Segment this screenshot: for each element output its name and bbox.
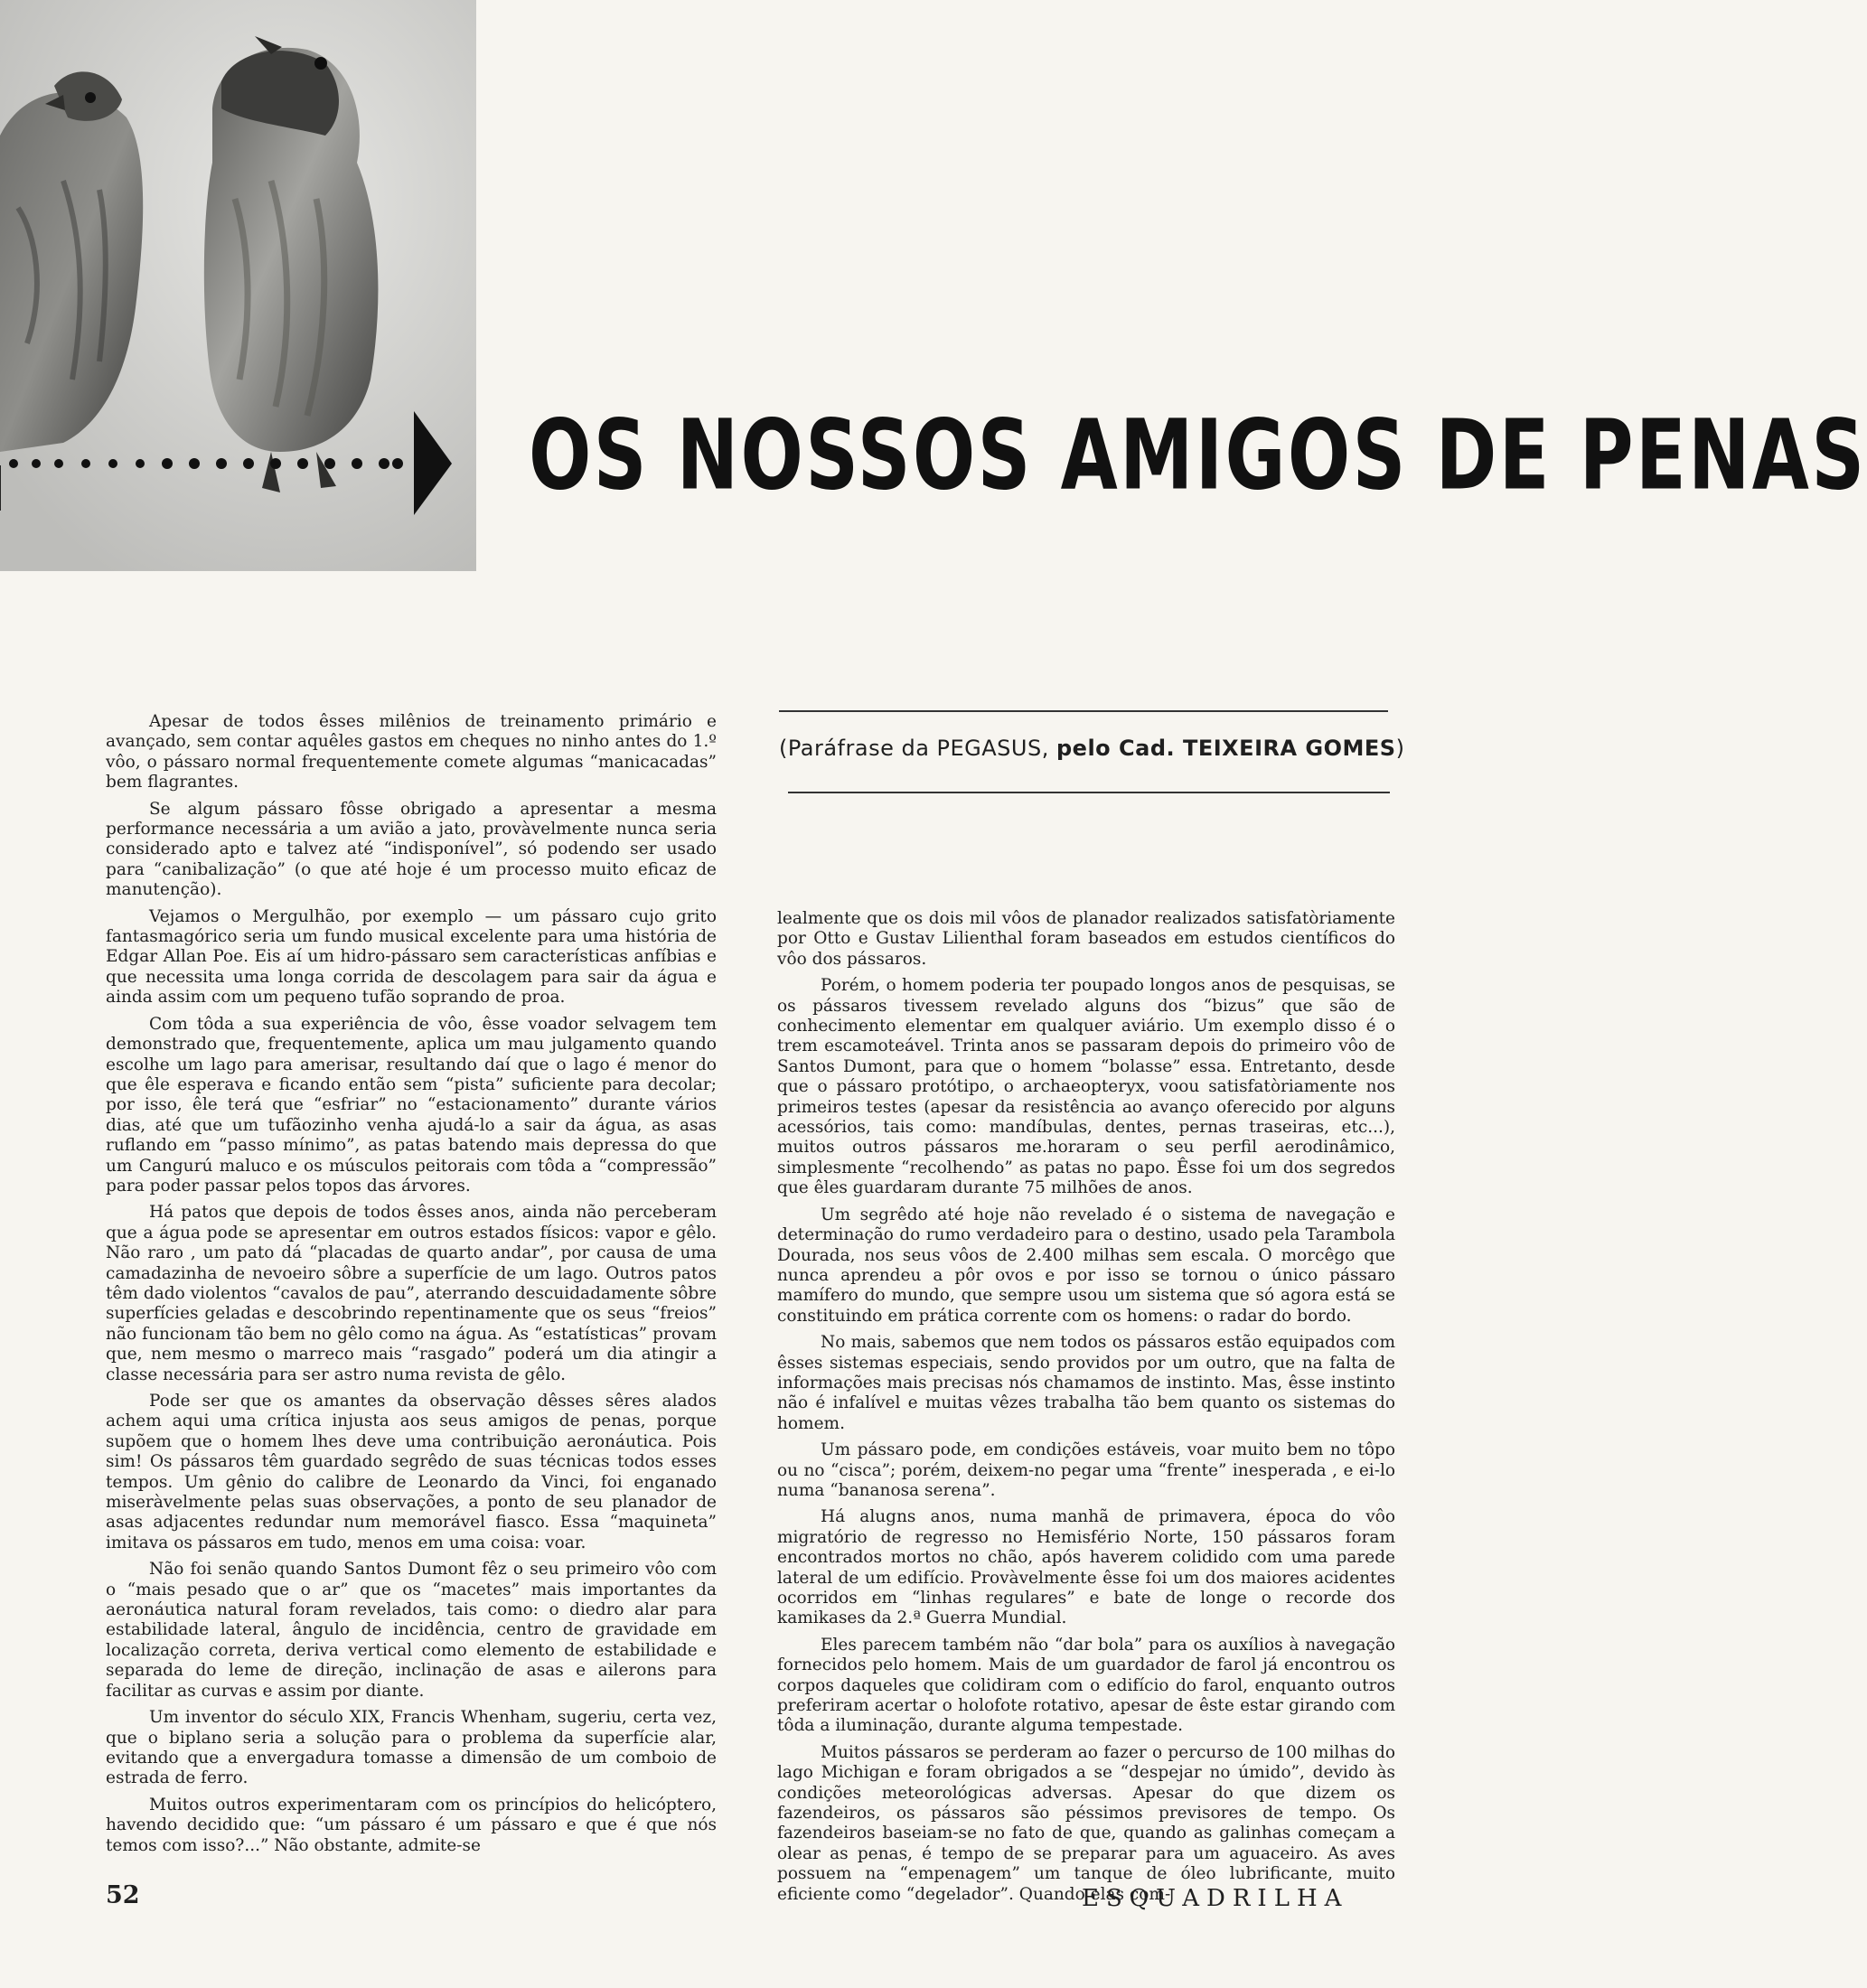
paragraph: Muitos pássaros se perderam ao fazer o percurso de 100 milhas do lago Michigan e foram obrigados a se “despejar no úmido”, devido às condições meteorológicas adversas. Apesar do que dizem os fazendeiros, os pássaros são péssimos previsores de tempo. Os fazendeiros baseiam-se no fato de que, quando as galinhas começam a olear as penas, é tempo de se preparar para um aguaceiro. As aves possuem na “empenagem” um tanque de óleo lubrificante, muito eficiente como “degelador”. Quando elas com- <box>777 1742 1395 1904</box>
paragraph: Com tôda a sua experiência de vôo, êsse voador selvagem tem demonstrado que, frequentemente, aplica um mau julgamento quando escolhe um lago para amerisar, resultando daí que o lago é menor do que êle esperava e ficando então sem “pista” suficiente para decolar; por isso, êle terá que “esfriar” no “estacionamento” durante vários dias, até que um tufãozinho venha ajudá-lo a sair da água, as asas ruflando em “passo mínimo”, as patas batendo mais depressa do que um Cangurú maluco e os músculos peitorais com tôda a “compressão” para poder passar pelos topos das árvores. <box>106 1014 717 1196</box>
byline-suffix: ) <box>1395 736 1405 761</box>
text-column-left <box>106 712 717 1862</box>
paragraph: Muitos outros experimentaram com os princípios do helicóptero, havendo decidido que: “um pássaro é um pássaro e que é que nós temos com isso?...” Não obstante, admite-se <box>106 1795 717 1855</box>
paragraph: Há patos que depois de todos êsses anos, ainda não perceberam que a água pode se apresentar em outros estados físicos: vapor e gêlo. Não raro , um pato dá “placadas de quarto andar”, por causa de uma camadazinha de nevoeiro sôbre a superfície de um lago. Outros patos têm dado violentos “cavalos de pau”, aterrando descuidadamente sôbre superfícies geladas e descobrindo repentinamente que os seus “freios” não funcionam tão bem no gêlo como na água. As “estatísticas” provam que, nem mesmo o marreco mais “rasgado” poderá um dia atingir a classe necessária para ser astro numa revista de gêlo. <box>106 1203 717 1384</box>
paragraph: Um pássaro pode, em condições estáveis, voar muito bem no tôpo ou no “cisca”; porém, deixem-no pegar uma “frente” inesperada , e ei-lo numa “bananosa serena”. <box>777 1440 1395 1500</box>
paragraph: Se algum pássaro fôsse obrigado a apresentar a mesma performance necessária a um avião a jato, provàvelmente nunca seria considerado apto e talvez até “indisponível”, só podendo ser usado para “canibalização” (o que até hoje é um processo muito eficaz de manutenção). <box>106 799 717 900</box>
paragraph: Pode ser que os amantes da observação dêsses sêres alados achem aqui uma crítica injusta aos seus amigos de penas, porque supõem que o homem lhes deve uma contribuição aeronáutica. Pois sim! Os pássaros têm guardado segrêdo de suas técnicas todos esses tempos. Um gênio do calibre de Leonardo da Vinci, foi enganado miseràvelmente pelas suas observações, a ponto de seu planador de asas adjacentes redundar num memorável fiasco. Essa “maquineta” imitava os pássaros em tudo, menos em uma coisa: voar. <box>106 1392 717 1552</box>
paragraph: Um inventor do século XIX, Francis Whenham, sugeriu, certa vez, que o biplano seria a solução para o problema da superfície alar, evitando que a envergadura tomasse a dimensão de um comboio de estrada de ferro. <box>106 1708 717 1788</box>
byline <box>779 736 1403 761</box>
paragraph: No mais, sabemos que nem todos os pássaros estão equipados com êsses sistemas especiais, sendo providos por um outro, que na falta de informações mais precisas nós chamamos de instinto. Mas, êsse instinto não é infalível e muitas vêzes trabalha tão bem quanto os sistemas do homem. <box>777 1333 1395 1433</box>
article-title: OS NOSSOS AMIGOS DE PENAS <box>529 399 1867 512</box>
paragraph: lealmente que os dois mil vôos de planador realizados satisfatòriamente por Otto e Gustav Lilienthal foram baseados em estudos científicos do vôo dos pássaros. <box>777 909 1395 969</box>
falcon-chicks-photo <box>0 0 476 571</box>
paragraph: Porém, o homem poderia ter poupado longos anos de pesquisas, se os pássaros tivessem revelado alguns dos “bizus” que são de conhecimento elementar em qualquer aviário. Um exemplo disso é o trem escamoteável. Trinta anos se passaram depois do primeiro vôo de Santos Dumont, para que o homem “bolasse” essa. Entretanto, desde que o pássaro protótipo, o archaeopteryx, voou satisfatòriamente nos primeiros testes (apesar da resistência ao avanço oferecido por alguns acessórios, tais como: mandíbulas, dentes, pernas traseiras, etc...), muitos outros pássaros me.horaram o seu perfil aerodinâmico, simplesmente “recolhendo” as patas no papo. Êsse foi um dos segredos que êles guardaram durante 75 milhões de anos. <box>777 976 1395 1198</box>
paragraph: Um segrêdo até hoje não revelado é o sistema de navegação e determinação do rumo verdadeiro para o destino, usado pela Tarambola Dourada, nos seus vôos de 2.400 milhas sem escala. O morcêgo que nunca aprendeu a pôr ovos e por isso se tornou o único pássaro mamífero do mundo, que sempre usou um sistema que só agora está se constituindo em prática corrente com os homens: o radar do bordo. <box>777 1205 1395 1326</box>
byline-prefix: (Paráfrase da PEGASUS, <box>779 736 1056 761</box>
paragraph: Apesar de todos êsses milênios de treinamento primário e avançado, sem contar aquêles gastos em cheques no ninho antes do 1.º vôo, o pássaro normal frequentemente comete algumas “manicacadas” bem flagrantes. <box>106 712 717 792</box>
paragraph: Eles parecem também não “dar bola” para os auxílios à navegação fornecidos pelo homem. Mais de um guardador de farol já encontrou os corpos daqueles que colidiram com o edifício do farol, enquanto outros preferiram acertar o holofote rotativo, apesar de êste estar girando com tôda a iluminação, durante alguma tempestade. <box>777 1635 1395 1736</box>
byline-top-rule <box>779 710 1388 712</box>
paragraph: Não foi senão quando Santos Dumont fêz o seu primeiro vôo com o “mais pesado que o ar” que os “macetes” mais importantes da aeronáutica natural foram revelados, tais como: o diedro alar para estabilidade lateral, ângulo de incidência, centro de gravidade em localização correta, deriva vertical como elemento de estabilidade e separada do leme de direção, inclinação de asas e ailerons para facilitar as curvas e assim por diante. <box>106 1560 717 1701</box>
magazine-name: ESQUADRILHA <box>1082 1885 1349 1912</box>
byline-bottom-rule <box>788 792 1390 793</box>
paragraph: Há alugns anos, numa manhã de primavera, época do vôo migratório de regresso no Hemisfério Norte, 150 pássaros foram encontrados mortos no chão, após haverem colidido com uma parede lateral de um edifício. Provàvelmente êsse foi um dos maiores acidentes ocorridos em “linhas regulares” e bate de longe o recorde dos kamikases da 2.ª Guerra Mundial. <box>777 1507 1395 1628</box>
paragraph: Vejamos o Mergulhão, por exemplo — um pássaro cujo grito fantasmagórico seria um fundo musical excelente para uma história de Edgar Allan Poe. Eis aí um hidro-pássaro sem características anfíbias e que necessita uma longa corrida de descolagem para sair da água e ainda assim com um pequeno tufão soprando de proa. <box>106 906 717 1008</box>
byline-author: pelo Cad. TEIXEIRA GOMES <box>1055 736 1396 761</box>
page-number: 52 <box>106 1881 140 1909</box>
text-column-right <box>777 909 1395 1911</box>
